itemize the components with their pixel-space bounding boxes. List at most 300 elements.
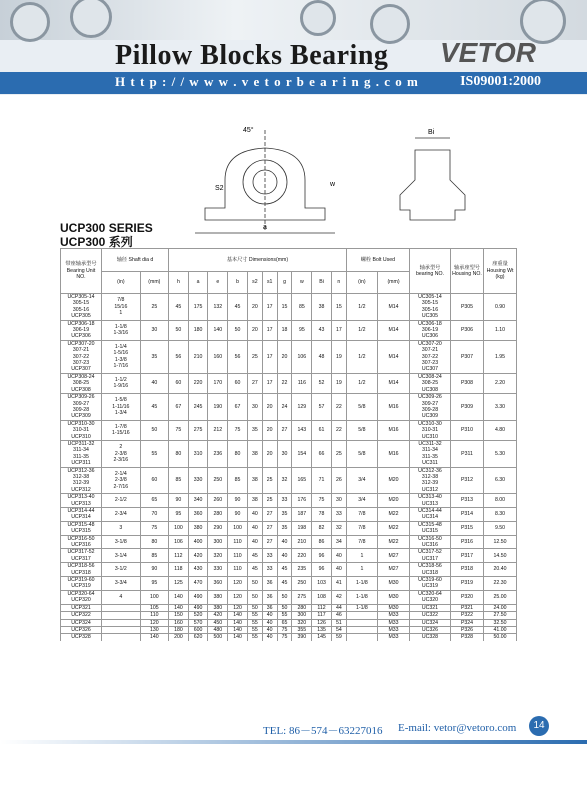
table-cell-a: 245 [188, 394, 208, 421]
table-cell-in: 3-1/8 [102, 535, 141, 549]
table-cell-a: 490 [188, 604, 208, 611]
table-cell-bearing: UC319-60 UC319 [410, 577, 451, 591]
table-cell-s2: 40 [247, 508, 262, 522]
table-cell-bi: 135 [312, 626, 332, 633]
table-cell-w: 129 [292, 394, 312, 421]
table-cell-bi: 57 [312, 394, 332, 421]
table-cell-s2: 50 [247, 604, 262, 611]
bearing-image [370, 4, 410, 44]
table-cell-bi: 103 [312, 577, 332, 591]
table-cell-bi: 126 [312, 619, 332, 626]
table-cell-unit: UCP314-44 UCP314 [61, 508, 102, 522]
header-bolt: 螺栓 Bolt Used [346, 249, 409, 272]
table-cell-in [102, 604, 141, 611]
table-cell-e: 132 [208, 294, 228, 321]
table-cell-h: 100 [169, 521, 189, 535]
table-cell-e: 360 [208, 577, 228, 591]
table-cell-bmm: M22 [378, 535, 410, 549]
table-cell-bin: 1/2 [346, 320, 377, 340]
table-cell-a: 620 [188, 634, 208, 641]
table-cell-unit: UCP307-20 307-21 307-22 307-23 UCP307 [61, 340, 102, 373]
table-cell-b: 56 [228, 340, 248, 373]
table-cell-wt: 20.40 [484, 563, 517, 577]
table-cell-s2: 55 [247, 626, 262, 633]
table-cell-w: 106 [292, 340, 312, 373]
table-cell-e: 320 [208, 549, 228, 563]
table-cell-bi: 112 [312, 604, 332, 611]
table-cell-unit: UCP326 [61, 626, 102, 633]
table-cell-s2: 20 [247, 320, 262, 340]
w-label: w [330, 181, 336, 188]
table-row [61, 420, 517, 440]
table-cell-s1: 20 [262, 440, 277, 467]
header-unit: 带座轴承型号 Bearing Unit NO. [61, 249, 102, 294]
table-cell-mm: 105 [140, 604, 168, 611]
table-cell-g: 55 [277, 612, 292, 619]
table-cell-wt: 24.00 [484, 604, 517, 611]
table-cell-bin: 1-1/8 [346, 577, 377, 591]
table-cell-s2: 40 [247, 535, 262, 549]
table-row [61, 320, 517, 340]
table-cell-h: 95 [169, 508, 189, 522]
table-cell-bmm: M27 [378, 549, 410, 563]
table-cell-g: 20 [277, 340, 292, 373]
table-cell-g: 45 [277, 577, 292, 591]
table-cell-s1: 17 [262, 373, 277, 393]
table-cell-s2: 55 [247, 612, 262, 619]
table-cell-w: 300 [292, 612, 312, 619]
table-cell-bmm: M33 [378, 612, 410, 619]
table-cell-mm: 75 [140, 521, 168, 535]
table-cell-b: 75 [228, 420, 248, 440]
pillow-block-drawing [185, 120, 475, 240]
table-cell-in: 1-5/8 1-11/16 1-3/4 [102, 394, 141, 421]
table-cell-bmm: M16 [378, 394, 410, 421]
table-cell-e: 280 [208, 508, 228, 522]
s2-label: S2 [215, 185, 224, 192]
table-cell-bin: 1 [346, 549, 377, 563]
table-cell-w: 235 [292, 563, 312, 577]
table-cell-mm: 55 [140, 440, 168, 467]
subheader: (mm) [140, 271, 168, 294]
table-cell-mm: 95 [140, 577, 168, 591]
table-cell-a: 360 [188, 508, 208, 522]
table-cell-unit: UCP305-14 305-15 305-16 UCP305 [61, 294, 102, 321]
table-row [61, 467, 517, 494]
table-cell-s1: 33 [262, 549, 277, 563]
table-cell-n: 22 [331, 394, 346, 421]
table-cell-bmm: M30 [378, 577, 410, 591]
table-cell-bearing: UC313-40 UC313 [410, 494, 451, 508]
table-cell-bmm: M16 [378, 440, 410, 467]
subheader: b [228, 271, 248, 294]
table-cell-h: 150 [169, 612, 189, 619]
table-cell-e: 420 [208, 612, 228, 619]
table-cell-bmm: M27 [378, 563, 410, 577]
table-cell-b: 110 [228, 535, 248, 549]
table-cell-bearing: UC321 [410, 604, 451, 611]
table-cell-b: 100 [228, 521, 248, 535]
table-cell-h: 85 [169, 467, 189, 494]
table-cell-wt: 3.30 [484, 394, 517, 421]
table-cell-n: 40 [331, 549, 346, 563]
table-row [61, 619, 517, 626]
table-cell-g: 33 [277, 494, 292, 508]
table-cell-bmm: M20 [378, 467, 410, 494]
table-cell-bi: 82 [312, 521, 332, 535]
table-cell-a: 180 [188, 320, 208, 340]
table-cell-s2: 27 [247, 373, 262, 393]
table-cell-e: 290 [208, 521, 228, 535]
table-cell-w: 320 [292, 619, 312, 626]
table-cell-e: 236 [208, 440, 228, 467]
table-cell-w: 176 [292, 494, 312, 508]
table-cell-a: 210 [188, 340, 208, 373]
table-cell-s2: 35 [247, 420, 262, 440]
table-cell-e: 170 [208, 373, 228, 393]
table-cell-e: 500 [208, 634, 228, 641]
table-cell-in: 3-1/4 [102, 549, 141, 563]
header-bearing: 轴承型号 bearing NO. [410, 249, 451, 294]
table-cell-housing: P328 [451, 634, 484, 641]
table-cell-housing: P324 [451, 619, 484, 626]
table-cell-housing: P322 [451, 612, 484, 619]
table-cell-unit: UCP320-64 UCP320 [61, 590, 102, 604]
subheader: (in) [346, 271, 377, 294]
table-cell-unit: UCP309-26 309-27 309-28 UCP309 [61, 394, 102, 421]
table-row [61, 604, 517, 611]
table-cell-s2: 45 [247, 563, 262, 577]
table-cell-n: 59 [331, 634, 346, 641]
table-cell-bin: 5/8 [346, 440, 377, 467]
table-cell-s1: 27 [262, 521, 277, 535]
table-cell-a: 380 [188, 521, 208, 535]
table-cell-w: 154 [292, 440, 312, 467]
table-cell-a: 175 [188, 294, 208, 321]
table-cell-bi: 43 [312, 320, 332, 340]
table-cell-s2: 55 [247, 619, 262, 626]
table-cell-housing: P313 [451, 494, 484, 508]
table-cell-bi: 66 [312, 440, 332, 467]
bearing-image [10, 2, 50, 42]
table-cell-s1: 36 [262, 590, 277, 604]
table-cell-h: 118 [169, 563, 189, 577]
table-cell-mm: 140 [140, 634, 168, 641]
table-cell-g: 32 [277, 467, 292, 494]
table-cell-bi: 96 [312, 563, 332, 577]
table-cell-housing: P305 [451, 294, 484, 321]
series-title [60, 221, 153, 249]
table-cell-mm: 110 [140, 612, 168, 619]
table-cell-wt: 1.10 [484, 320, 517, 340]
table-cell-in: 1-1/2 1-9/16 [102, 373, 141, 393]
table-row [61, 340, 517, 373]
table-cell-bmm: M20 [378, 494, 410, 508]
table-cell-housing: P317 [451, 549, 484, 563]
table-cell-unit: UCP322 [61, 612, 102, 619]
table-cell-g: 22 [277, 373, 292, 393]
subheader: Bi [312, 271, 332, 294]
table-cell-in: 3-1/2 [102, 563, 141, 577]
table-cell-b: 45 [228, 294, 248, 321]
table-cell-n: 46 [331, 612, 346, 619]
table-cell-bearing: UC318-56 UC318 [410, 563, 451, 577]
table-cell-b: 140 [228, 619, 248, 626]
spec-table [60, 248, 517, 641]
table-cell-e: 160 [208, 340, 228, 373]
table-cell-h: 60 [169, 373, 189, 393]
table-cell-unit: UCP319-60 UCP319 [61, 577, 102, 591]
table-cell-s2: 38 [247, 467, 262, 494]
table-cell-bmm: M30 [378, 590, 410, 604]
table-cell-wt: 12.50 [484, 535, 517, 549]
table-cell-in [102, 619, 141, 626]
table-cell-s2: 45 [247, 549, 262, 563]
table-cell-e: 330 [208, 563, 228, 577]
page-number: 14 [529, 716, 549, 736]
table-cell-bearing: UC314-44 UC314 [410, 508, 451, 522]
table-cell-bi: 96 [312, 549, 332, 563]
subheader: (mm) [378, 271, 410, 294]
table-cell-bearing: UC312-36 312-38 312-39 UC312 [410, 467, 451, 494]
table-cell-b: 120 [228, 590, 248, 604]
table-cell-s2: 38 [247, 440, 262, 467]
table-cell-h: 75 [169, 420, 189, 440]
table-cell-housing: P318 [451, 563, 484, 577]
table-cell-bin: 7/8 [346, 535, 377, 549]
table-cell-n: 26 [331, 467, 346, 494]
subheader: h [169, 271, 189, 294]
table-cell-h: 45 [169, 294, 189, 321]
table-cell-housing: P321 [451, 604, 484, 611]
table-row [61, 626, 517, 633]
table-cell-n: 30 [331, 494, 346, 508]
table-cell-h: 50 [169, 320, 189, 340]
table-cell-w: 250 [292, 577, 312, 591]
table-cell-bin [346, 626, 377, 633]
table-cell-w: 280 [292, 604, 312, 611]
table-cell-housing: P307 [451, 340, 484, 373]
table-row [61, 634, 517, 641]
table-cell-wt: 25.00 [484, 590, 517, 604]
table-cell-e: 212 [208, 420, 228, 440]
table-cell-h: 90 [169, 494, 189, 508]
table-cell-unit: UCP324 [61, 619, 102, 626]
table-cell-mm: 65 [140, 494, 168, 508]
table-cell-bin [346, 619, 377, 626]
table-cell-bin: 5/8 [346, 420, 377, 440]
table-cell-bearing: UC322 [410, 612, 451, 619]
table-cell-bin [346, 634, 377, 641]
table-cell-housing: P311 [451, 440, 484, 467]
table-cell-bearing: UC308-24 308-25 UC308 [410, 373, 451, 393]
table-cell-h: 56 [169, 340, 189, 373]
table-cell-a: 490 [188, 590, 208, 604]
table-cell-n: 54 [331, 626, 346, 633]
table-cell-n: 19 [331, 340, 346, 373]
table-cell-e: 380 [208, 590, 228, 604]
table-cell-mm: 80 [140, 535, 168, 549]
table-cell-mm: 45 [140, 394, 168, 421]
table-cell-bmm: M14 [378, 320, 410, 340]
bearing-image [70, 0, 112, 38]
table-cell-e: 190 [208, 394, 228, 421]
header-housing: 轴承座型号 Housing NO. [451, 249, 484, 294]
table-cell-bin: 1/2 [346, 294, 377, 321]
table-cell-bin [346, 612, 377, 619]
table-cell-e: 260 [208, 494, 228, 508]
table-cell-h: 125 [169, 577, 189, 591]
table-cell-in: 2-3/4 [102, 508, 141, 522]
table-cell-g: 30 [277, 440, 292, 467]
table-cell-g: 24 [277, 394, 292, 421]
table-cell-bin: 1/2 [346, 373, 377, 393]
table-cell-b: 110 [228, 549, 248, 563]
table-cell-g: 15 [277, 294, 292, 321]
table-cell-w: 198 [292, 521, 312, 535]
table-cell-b: 90 [228, 494, 248, 508]
table-cell-a: 220 [188, 373, 208, 393]
table-cell-in: 1-7/8 1-15/16 [102, 420, 141, 440]
table-cell-g: 35 [277, 521, 292, 535]
table-cell-g: 65 [277, 619, 292, 626]
table-cell-w: 143 [292, 420, 312, 440]
table-cell-a: 520 [188, 612, 208, 619]
table-cell-w: 355 [292, 626, 312, 633]
table-cell-s2: 25 [247, 340, 262, 373]
table-cell-h: 200 [169, 634, 189, 641]
table-cell-n: 40 [331, 563, 346, 577]
table-cell-b: 80 [228, 440, 248, 467]
table-cell-housing: P308 [451, 373, 484, 393]
subheader: s1 [262, 271, 277, 294]
subheader: (in) [102, 271, 141, 294]
phone-number: TEL: 86－574－63227016 [263, 725, 383, 737]
table-cell-b: 85 [228, 467, 248, 494]
bearing-image [300, 0, 336, 36]
table-row [61, 294, 517, 321]
table-cell-housing: P316 [451, 535, 484, 549]
table-cell-e: 450 [208, 619, 228, 626]
table-cell-in: 2-1/4 2-3/8 2-7/16 [102, 467, 141, 494]
table-cell-bi: 78 [312, 508, 332, 522]
table-cell-b: 110 [228, 563, 248, 577]
table-cell-bmm: M14 [378, 373, 410, 393]
table-cell-a: 400 [188, 535, 208, 549]
table-cell-bearing: UC328 [410, 634, 451, 641]
email-address[interactable]: E-mail: vetor@vetoro.com [398, 722, 517, 734]
table-cell-s1: 27 [262, 535, 277, 549]
table-cell-bmm: M22 [378, 508, 410, 522]
table-cell-n: 42 [331, 590, 346, 604]
table-cell-g: 40 [277, 535, 292, 549]
table-cell-wt: 9.50 [484, 521, 517, 535]
table-cell-housing: P320 [451, 590, 484, 604]
table-row [61, 440, 517, 467]
table-cell-h: 180 [169, 626, 189, 633]
table-cell-bi: 52 [312, 373, 332, 393]
table-cell-e: 380 [208, 604, 228, 611]
table-cell-b: 140 [228, 626, 248, 633]
table-cell-a: 330 [188, 467, 208, 494]
table-cell-bearing: UC311-32 311-34 311-35 UC311 [410, 440, 451, 467]
table-cell-a: 470 [188, 577, 208, 591]
table-cell-in: 3 [102, 521, 141, 535]
table-cell-n: 17 [331, 320, 346, 340]
table-cell-unit: UCP311-32 311-34 311-35 UCP311 [61, 440, 102, 467]
table-cell-n: 32 [331, 521, 346, 535]
website-url[interactable]: H t t p : / / w w w . v e t o r b e a r i n g . c o m [115, 74, 419, 89]
table-row [61, 563, 517, 577]
table-cell-wt: 22.30 [484, 577, 517, 591]
table-cell-a: 340 [188, 494, 208, 508]
table-cell-unit: UCP312-36 312-38 312-39 UCP312 [61, 467, 102, 494]
table-cell-a: 570 [188, 619, 208, 626]
table-cell-s1: 25 [262, 467, 277, 494]
table-cell-w: 390 [292, 634, 312, 641]
table-cell-s1: 40 [262, 612, 277, 619]
svg-text:VETOR: VETOR [440, 37, 536, 68]
table-cell-housing: P315 [451, 521, 484, 535]
table-cell-n: 19 [331, 373, 346, 393]
header-shaft: 轴径 Shaft dia d [102, 249, 169, 272]
table-cell-in: 2-1/2 [102, 494, 141, 508]
table-cell-bi: 48 [312, 340, 332, 373]
table-cell-wt: 8.30 [484, 508, 517, 522]
table-cell-bi: 75 [312, 494, 332, 508]
table-cell-bmm: M33 [378, 626, 410, 633]
table-cell-g: 27 [277, 420, 292, 440]
table-cell-bin: 5/8 [346, 394, 377, 421]
header-dimensions: 基本尺寸 Dimensions(mm) [169, 249, 347, 272]
b1-label: Bi [428, 129, 435, 136]
table-cell-wt: 4.80 [484, 420, 517, 440]
series-line-1: UCP300 SERIES [60, 221, 153, 235]
table-cell-mm: 40 [140, 373, 168, 393]
table-cell-bearing: UC315-48 UC315 [410, 521, 451, 535]
table-cell-s2: 50 [247, 577, 262, 591]
table-cell-b: 120 [228, 604, 248, 611]
table-cell-bi: 61 [312, 420, 332, 440]
table-cell-n: 51 [331, 619, 346, 626]
table-row [61, 549, 517, 563]
table-cell-housing: P310 [451, 420, 484, 440]
iso-certification: IS09001:2000 [460, 74, 541, 89]
table-cell-bmm: M22 [378, 521, 410, 535]
table-cell-bmm: M14 [378, 294, 410, 321]
table-cell-mm: 35 [140, 340, 168, 373]
footer-band [0, 740, 587, 744]
table-cell-g: 50 [277, 604, 292, 611]
table-cell-g: 18 [277, 320, 292, 340]
subheader: g [277, 271, 292, 294]
table-cell-unit: UCP306-18 306-19 UCP306 [61, 320, 102, 340]
table-cell-e: 250 [208, 467, 228, 494]
angle-label: 45° [243, 127, 254, 134]
table-cell-bmm: M30 [378, 604, 410, 611]
table-row [61, 508, 517, 522]
table-cell-e: 300 [208, 535, 228, 549]
table-cell-bmm: M33 [378, 619, 410, 626]
table-cell-bi: 108 [312, 590, 332, 604]
table-cell-s1: 36 [262, 604, 277, 611]
subheader: n [331, 271, 346, 294]
table-cell-g: 75 [277, 626, 292, 633]
table-cell-wt: 6.30 [484, 467, 517, 494]
vetor-logo [440, 36, 550, 68]
table-cell-bmm: M14 [378, 340, 410, 373]
table-cell-a: 275 [188, 420, 208, 440]
